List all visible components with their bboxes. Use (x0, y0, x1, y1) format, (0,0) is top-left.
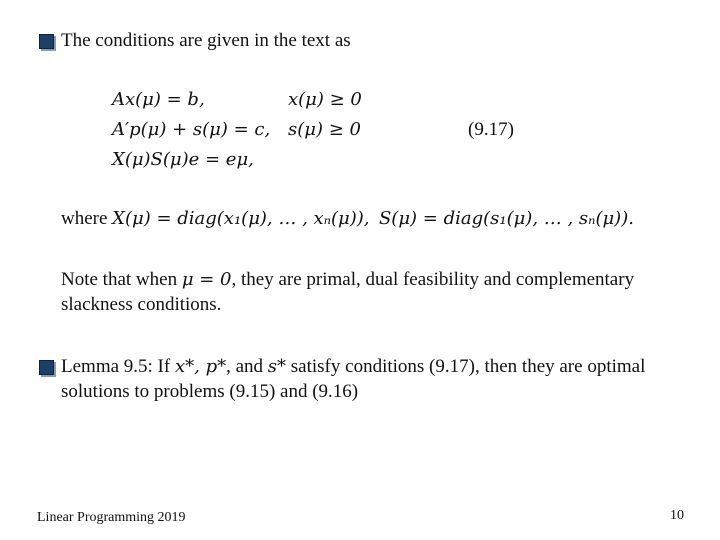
lemma-math-s: s* (267, 356, 287, 377)
lemma-mid: , and (226, 356, 268, 377)
lemma-line1 (61, 355, 645, 379)
note-line1 (61, 268, 634, 292)
equation-row2-right: s(μ) ≥ 0 (288, 119, 361, 140)
equation-label: (9.17) (468, 119, 514, 140)
bullet-marker (39, 34, 54, 49)
mu-zero-math: μ = 0 (181, 269, 232, 290)
equation-row1-right: x(μ) ≥ 0 (288, 89, 362, 110)
bullet-marker (39, 360, 54, 375)
where-line (61, 207, 634, 231)
note-prefix: Note that when (61, 269, 182, 290)
equation-row3-left: X(μ)S(μ)e = eμ, (112, 149, 254, 170)
page-number: 10 (670, 508, 684, 523)
footer-course-title: Linear Programming 2019 (37, 510, 186, 525)
s-diag-definition: S(μ) = diag(s₁(μ), … , sₙ(μ)). (378, 208, 634, 229)
lemma-math-xp: x*, p* (174, 356, 227, 377)
x-diag-definition: X(μ) = diag(x₁(μ), … , xₙ(μ)), (112, 208, 370, 229)
lemma-prefix: Lemma 9.5: If (61, 356, 175, 377)
condition-intro-text: The conditions are given in the text as (61, 30, 351, 51)
equation-row1-left: Ax(μ) = b, (112, 89, 205, 110)
lemma-line2: solutions to problems (9.15) and (9.16) (61, 381, 359, 402)
equation-row2-left: A′p(μ) + s(μ) = c, (112, 119, 271, 140)
where-prefix: where (61, 208, 113, 229)
lemma-line1-rest: satisfy conditions (9.17), then they are optimal (286, 356, 646, 377)
note-line2: slackness conditions. (61, 294, 222, 315)
note-line1-rest: , they are primal, dual feasibility and complementary (231, 269, 635, 290)
